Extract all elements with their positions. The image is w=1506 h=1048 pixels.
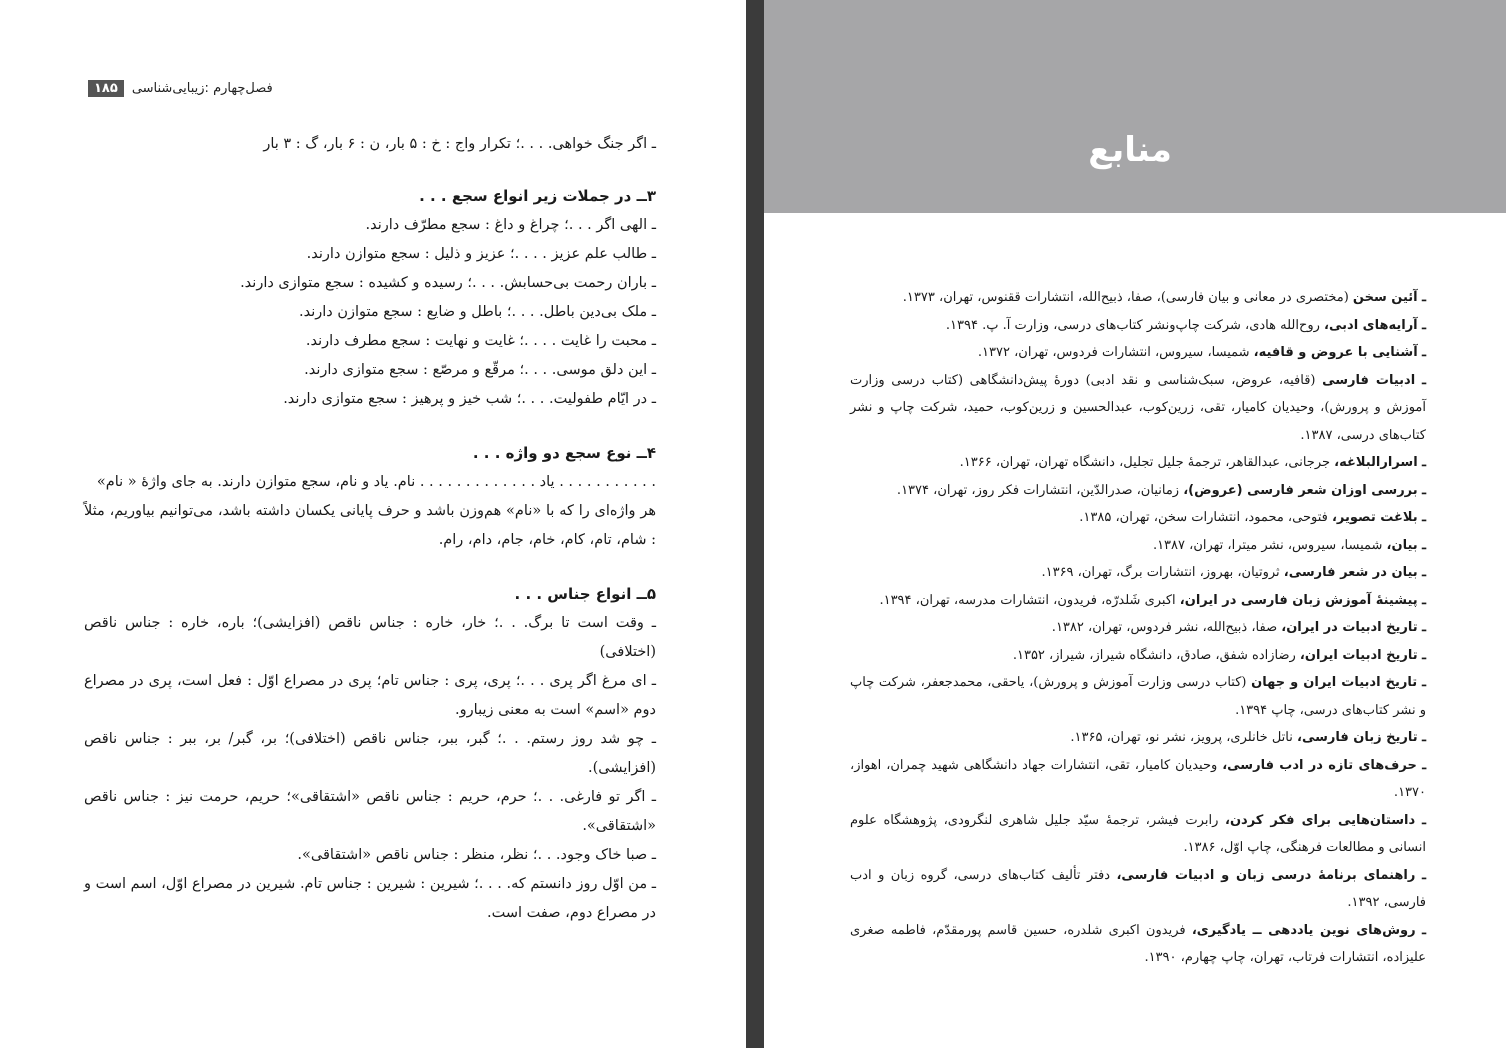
reference-title: اسرارالبلاغه، xyxy=(1334,455,1418,470)
right-page xyxy=(764,0,1506,1048)
section-3-line: ـ در ایّام طفولیت. . . .؛ شب خیز و پرهیز : سجع متوازی دارند. xyxy=(283,391,656,407)
section-5-heading: ۵ــ انواع جناس . . . xyxy=(514,585,656,603)
reference-dash: ـ xyxy=(1415,372,1426,388)
reference-dash: ـ xyxy=(1415,867,1426,883)
left-page xyxy=(0,0,746,1048)
reference-dash: ـ xyxy=(1417,317,1426,333)
reference-entry xyxy=(850,807,1426,862)
left-page-body xyxy=(84,130,656,928)
reference-title: داستان‌هایی برای فکر کردن، xyxy=(1225,812,1416,828)
section-5-line: ـ چو شد روز رستم. . .؛ گبر، ببر، جناس ناقص (اختلافی)؛ بر، گبر/ بر، ببر : جناس ناقص (افزایشی). xyxy=(84,731,656,776)
reference-entry xyxy=(850,504,1426,532)
reference-title: آشنایی با عروض و قافیه، xyxy=(1253,345,1418,360)
section-3-line: ـ باران رحمت بی‌حسابش. . . .؛ رسیده و کشیده : سجع متوازی دارند. xyxy=(240,275,656,291)
reference-dash: ـ xyxy=(1417,620,1426,635)
reference-dash: ـ xyxy=(1417,455,1426,470)
section-3-line: ـ ملک بی‌دین باطل. . . .؛ باطل و ضایع : سجع متوازن دارند. xyxy=(298,304,656,320)
section-4-line: . . . . . . . . . . . یاد . . . . . . . . . . . . . نام. یاد و نام، سجع متوازن دارند. به جای واژهٔ « نام» xyxy=(96,474,656,490)
reference-entry xyxy=(850,449,1426,477)
reference-details: دفتر تألیف کتاب‌های درسی، گروه زبان و ادب فارسی، ۱۳۹۲. xyxy=(850,867,1426,910)
reference-title: بیان، xyxy=(1386,537,1418,553)
section-4-paragraph: هر واژه‌ای را که با «نام» هم‌وزن باشد و حرف پایانی یکسان داشته باشد، می‌توانیم بیاوریم، مثلاً : شام، تام، کام، خام، جام، دام، رام. xyxy=(84,503,656,548)
reference-dash: ـ xyxy=(1417,537,1426,553)
chapter-title: فصل‌چهارم :زیبایی‌شناسی xyxy=(131,81,273,96)
running-head xyxy=(88,80,273,97)
reference-entry xyxy=(850,477,1426,505)
reference-entry xyxy=(850,614,1426,642)
reference-title: آرایه‌های ادبی، xyxy=(1324,317,1418,333)
section-3-line: ـ محبت را غایت . . . .؛ غایت و نهایت : سجع مطرف دارند. xyxy=(305,333,656,349)
reference-title: بیان در شعر فارسی، xyxy=(1283,565,1418,580)
references-title: منابع xyxy=(1088,130,1172,170)
reference-entry xyxy=(850,917,1426,972)
references-list xyxy=(850,284,1426,972)
section-5-line: ـ وقت است تا برگ. . .؛ خار، خاره : جناس ناقص (افزایشی)؛ باره، خاره : جناس ناقص (اختلافی) xyxy=(84,615,656,660)
reference-dash: ـ xyxy=(1416,757,1426,773)
section-3-line: ـ طالب علم عزیز . . . .؛ عزیز و ذلیل : سجع متوازن دارند. xyxy=(306,246,656,262)
reference-entry xyxy=(850,587,1426,615)
reference-entry xyxy=(850,862,1426,917)
reference-dash: ـ xyxy=(1417,592,1426,608)
reference-entry xyxy=(850,339,1426,367)
reference-details: ناتل خانلری، پرویز، نشر نو، تهران، ۱۳۶۵. xyxy=(1070,730,1297,745)
reference-entry xyxy=(850,284,1426,312)
intro-line: ـ اگر جنگ خواهی. . . .؛ تکرار واج : خ : ۵ بار، ن : ۶ بار، گ : ۳ بار xyxy=(263,136,656,152)
reference-title: تاریخ ادبیات ایران و جهان xyxy=(1251,675,1418,690)
reference-details: فریدون اکبری شلدره، حسین قاسم پورمقدّم، فاطمه صغری علیزاده، انتشارات فرتاب، تهران، چاپ چهارم، ۱۳۹۰. xyxy=(850,922,1426,965)
section-5-line: ـ ای مرغ اگر پری . . .؛ پری، پری : جناس تام؛ پری در مصراع اوّل : فعل است، پری در مصراع دوم «اسم» است به معنی زیبارو. xyxy=(84,673,656,718)
reference-title: حرف‌های تازه در ادب فارسی، xyxy=(1222,757,1417,773)
section-5-line: ـ صبا خاک وجود. . .؛ نظر، منظر : جناس ناقص «اشتقاقی». xyxy=(297,847,656,863)
reference-title: آئین سخن xyxy=(1352,290,1418,305)
reference-dash: ـ xyxy=(1417,647,1426,663)
reference-dash: ـ xyxy=(1417,510,1426,525)
reference-details: رابرت فیشر، ترجمهٔ سیّد جلیل شاهری لنگرودی، پژوهشگاه علوم انسانی و مطالعات فرهنگی، چاپ اوّل، ۱۳۸۶. xyxy=(850,812,1426,855)
section-5-line: ـ من اوّل روز دانستم که. . . .؛ شیرین : شیرین : جناس تام. شیرین در مصراع اوّل، اسم است و در مصراع دوم، صفت است. xyxy=(84,876,656,921)
reference-dash: ـ xyxy=(1417,345,1426,360)
reference-details: وحیدیان کامیار، تقی، انتشارات جهاد دانشگاهی شهید چمران، اهواز، ۱۳۷۰. xyxy=(850,757,1426,800)
reference-details: (مختصری در معانی و بیان فارسی)، صفا، ذبیح‌الله، انتشارات ققنوس، تهران، ۱۳۷۳. xyxy=(902,290,1353,305)
reference-dash: ـ xyxy=(1417,482,1426,498)
reference-details: شمیسا، سیروس، نشر میترا، تهران، ۱۳۸۷. xyxy=(1152,537,1387,553)
reference-dash: ـ xyxy=(1415,922,1426,938)
reference-details: (قافیه، عروض، سبک‌شناسی و نقد ادبی) دورهٔ پیش‌دانشگاهی (کتاب درسی وزارت آموزش و پرورش)، وحیدیان کامیار، تقی، زرین‌کوب، عبدالحسین و زرین‌کوب، حمید، شرکت چاپ و نشر کتاب‌های درسی، ۱۳۸۷. xyxy=(850,372,1426,443)
section-3-line: ـ الهی اگر . . .؛ چراغ و داغ : سجع مطرّف دارند. xyxy=(365,217,656,233)
reference-entry xyxy=(850,532,1426,560)
reference-details: جرجانی، عبدالقاهر، ترجمهٔ جلیل تجلیل، دانشگاه تهران، تهران، ۱۳۶۶. xyxy=(959,455,1335,470)
reference-title: تاریخ ادبیات در ایران، xyxy=(1281,620,1418,635)
page-number: ۱۸۵ xyxy=(88,80,124,97)
reference-entry xyxy=(850,642,1426,670)
reference-entry xyxy=(850,669,1426,724)
reference-title: ادبیات فارسی xyxy=(1322,372,1416,388)
reference-details: فتوحی، محمود، انتشارات سخن، تهران، ۱۳۸۵. xyxy=(1079,510,1332,525)
reference-title: تاریخ ادبیات ایران، xyxy=(1299,647,1418,663)
reference-title: روش‌های نوین یاددهی ــ یادگیری، xyxy=(1191,922,1416,938)
reference-details: زمانیان، صدرالدّین، انتشارات فکر روز، تهران، ۱۳۷۴. xyxy=(896,482,1184,498)
reference-title: پیشینهٔ آموزش زبان فارسی در ایران، xyxy=(1179,592,1418,608)
reference-details: ثروتیان، بهروز، انتشارات برگ، تهران، ۱۳۶۹. xyxy=(1041,565,1284,580)
reference-dash: ـ xyxy=(1417,730,1426,745)
section-3-heading: ۳ــ در جملات زیر انواع سجع . . . xyxy=(419,187,656,205)
reference-dash: ـ xyxy=(1417,565,1426,580)
book-spine xyxy=(746,0,764,1048)
reference-title: تاریخ زبان فارسی، xyxy=(1297,730,1418,745)
section-4-heading: ۴ــ نوع سجع دو واژه . . . xyxy=(472,444,656,462)
reference-entry xyxy=(850,559,1426,587)
reference-entry xyxy=(850,752,1426,807)
reference-details: روح‌الله هادی، شرکت چاپ‌ونشر کتاب‌های درسی، وزارت آ. پ. ۱۳۹۴. xyxy=(945,317,1325,333)
section-3-line: ـ این دلق موسی. . . .؛ مرقّع و مرصّع : سجع متوازی دارند. xyxy=(304,362,656,378)
reference-title: راهنمای برنامهٔ درسی زبان و ادبیات فارسی، xyxy=(1116,867,1416,883)
reference-details: شمیسا، سیروس، انتشارات فردوس، تهران، ۱۳۷۲. xyxy=(977,345,1254,360)
reference-dash: ـ xyxy=(1417,290,1426,305)
reference-title: بررسی اوزان شعر فارسی (عروض)، xyxy=(1183,482,1418,498)
reference-details: اکبری شَلدرّه، فریدون، انتشارات مدرسه، تهران، ۱۳۹۴. xyxy=(879,592,1180,608)
reference-title: بلاغت تصویر، xyxy=(1331,510,1418,525)
reference-entry xyxy=(850,724,1426,752)
reference-details: صفا، ذبیح‌الله، نشر فردوس، تهران، ۱۳۸۲. xyxy=(1051,620,1282,635)
reference-entry xyxy=(850,367,1426,450)
section-5-line: ـ اگر تو فارغی. . .؛ حرم، حریم : جناس ناقص «اشتقاقی»؛ حریم، حرمت نیز : جناس ناقص «اشتقاقی». xyxy=(84,789,656,834)
header-band xyxy=(764,0,1506,213)
reference-entry xyxy=(850,312,1426,340)
reference-details: (کتاب درسی وزارت آموزش و پرورش)، یاحقی، محمدجعفر، شرکت چاپ و نشر کتاب‌های درسی، چاپ ۱۳۹۴. xyxy=(850,675,1426,718)
reference-dash: ـ xyxy=(1417,675,1426,690)
reference-details: رضازاده شفق، صادق، دانشگاه شیراز، شیراز، ۱۳۵۲. xyxy=(1012,647,1300,663)
reference-dash: ـ xyxy=(1415,812,1426,828)
